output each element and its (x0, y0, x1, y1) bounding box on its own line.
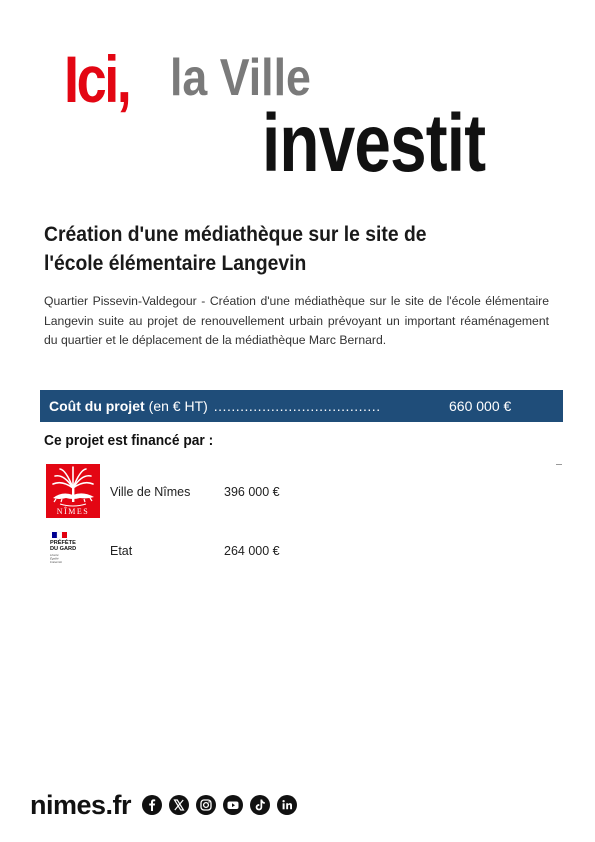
svg-text:Égalité: Égalité (50, 556, 59, 561)
site-link[interactable]: nimes.fr (30, 789, 132, 820)
x-icon[interactable] (169, 795, 189, 815)
project-title-line1: Création d'une médiathèque sur le site de (44, 223, 427, 246)
cost-label: Coût du projet (49, 398, 145, 414)
youtube-icon[interactable] (223, 795, 243, 815)
funder-name: Etat (110, 544, 133, 558)
hero-slogan (0, 0, 595, 200)
funder-ville-de-nimes (46, 464, 546, 520)
cost-bar (40, 390, 563, 422)
divider (556, 464, 562, 465)
facebook-icon[interactable] (142, 795, 162, 815)
tiktok-icon[interactable] (250, 795, 270, 815)
funder-name: Ville de Nîmes (110, 485, 191, 499)
marianne-logo (46, 530, 90, 574)
funder-etat (46, 530, 546, 586)
financing-title: Ce projet est financé par : (44, 433, 214, 449)
cost-amount: 660 000 € (449, 398, 512, 414)
footer (30, 787, 297, 823)
project-title-line2: l'école élémentaire Langevin (44, 252, 307, 275)
project-description: Quartier Pissevin-Valdegour - Création d'une médiathèque sur le site de l'école élémentaire Langevin suite au projet de renouvellement urbain prévoyant un important réaménagement du quartier et le déplacement de la médiathèque Marc Bernard. (44, 294, 549, 347)
hero-ville: la Ville (170, 49, 311, 107)
nimes-logo-text (46, 464, 100, 518)
svg-text:NÎMES: NÎMES (56, 507, 90, 516)
cost-unit: (en € HT) (148, 398, 208, 414)
linkedin-icon[interactable] (277, 795, 297, 815)
funder-amount: 396 000 € (224, 485, 280, 499)
cost-dots: ...................................... (213, 398, 381, 414)
svg-text:Liberté: Liberté (50, 553, 59, 557)
project-title (44, 220, 504, 278)
svg-text:Fraternité: Fraternité (50, 560, 62, 564)
instagram-icon[interactable] (196, 795, 216, 815)
funder-amount: 264 000 € (224, 544, 280, 558)
social-links (142, 795, 297, 815)
svg-text:DU GARD: DU GARD (50, 546, 77, 552)
svg-text:PRÉFÈTE: PRÉFÈTE (50, 540, 76, 546)
hero-ici: Ici, (64, 42, 130, 116)
hero-investit: investit (262, 98, 486, 189)
